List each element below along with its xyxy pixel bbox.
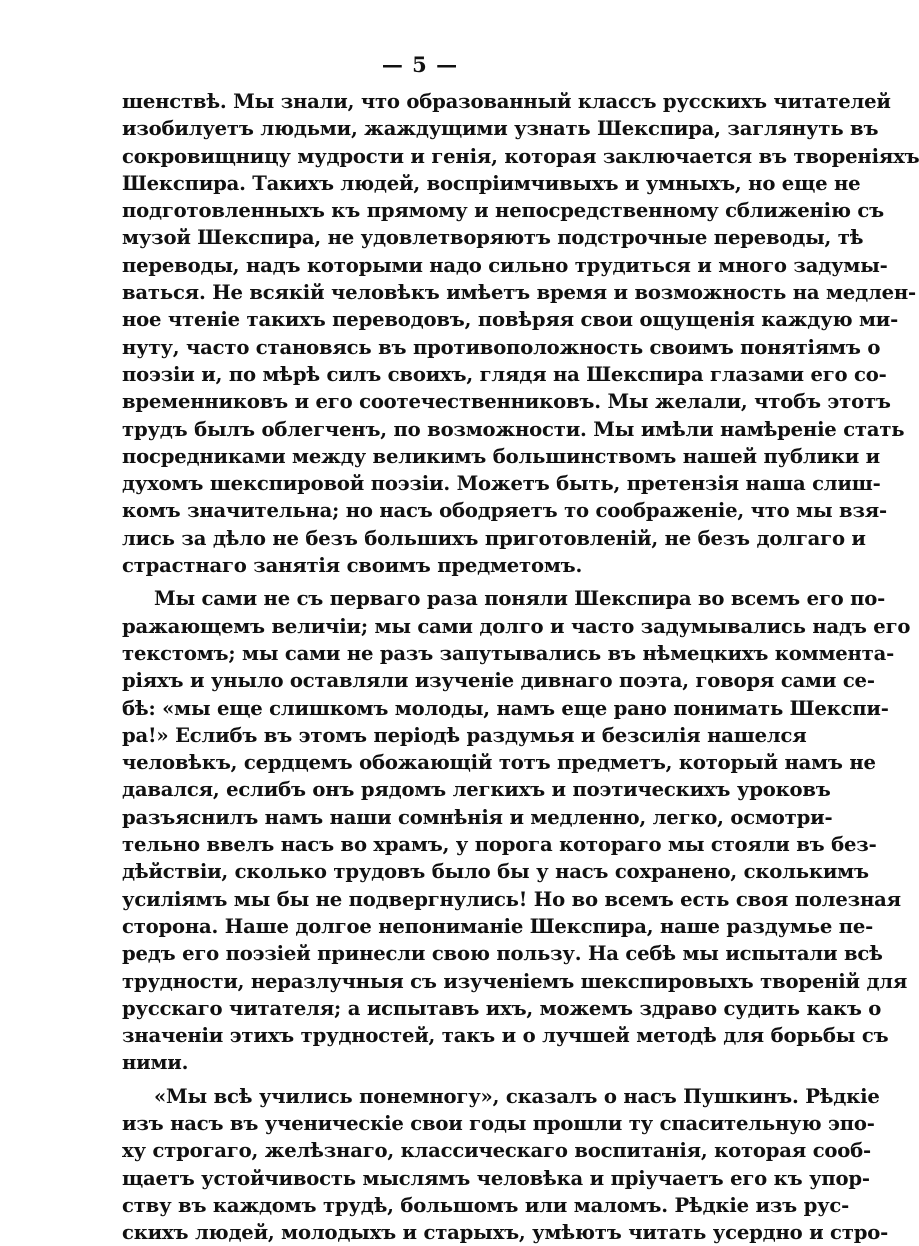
text-line: Шекспира. Такихъ людей, воспріимчивыхъ и умныхъ, но еще не — [122, 171, 861, 195]
text-line: сторона. Наше долгое непониманіе Шекспира, наше раздумье пе- — [122, 914, 874, 938]
text-line: разъяснилъ намъ наши сомнѣнія и медленно, легко, осмотри- — [122, 805, 833, 829]
text-line: тельно ввелъ насъ во храмъ, у порога котораго мы стояли въ без- — [122, 833, 877, 857]
text-line: «Мы всѣ учились понемногу», сказалъ о насъ Пушкинъ. Рѣдкіе — [154, 1084, 880, 1108]
text-line: щаетъ устойчивость мыслямъ человѣка и пріучаетъ его къ упор- — [122, 1166, 870, 1190]
text-line: комъ значительна; но насъ ободряетъ то соображеніе, что мы взя- — [122, 499, 887, 523]
text-line: трудъ былъ облегченъ, по возможности. Мы имѣли намѣреніе стать — [122, 417, 905, 441]
text-line: ріяхъ и уныло оставляли изученіе дивнаго поэта, говоря сами се- — [122, 669, 875, 693]
page-number: — 5 — — [381, 52, 459, 77]
text-line: ними. — [122, 1051, 189, 1075]
text-line: бѣ: «мы еще слишкомъ молоды, намъ еще рано понимать Шекспи- — [122, 696, 889, 720]
text-line: ству въ каждомъ трудѣ, большомъ или маломъ. Рѣдкіе изъ рус- — [122, 1193, 850, 1217]
text-line: изъ насъ въ ученическіе свои годы прошли ту спасительную эпо- — [122, 1111, 875, 1135]
text-line: трудности, неразлучныя съ изученіемъ шекспировыхъ твореній для — [122, 969, 908, 993]
text-line: изобилуетъ людьми, жаждущими узнать Шекспира, заглянуть въ — [122, 117, 879, 141]
text-line: ра!» Еслибъ въ этомъ періодѣ раздумья и безсилія нашелся — [122, 723, 807, 747]
text-line: посредниками между великимъ большинствомъ нашей публики и — [122, 444, 880, 468]
text-line: Мы сами не съ перваго раза поняли Шекспира во всемъ его по- — [154, 587, 886, 611]
text-line: значеніи этихъ трудностей, такъ и о лучшей методѣ для борьбы съ — [122, 1024, 889, 1048]
text-line: редъ его поэзіей принесли свою пользу. На себѣ мы испытали всѣ — [122, 942, 883, 966]
paragraph-3 — [122, 1083, 889, 1246]
text-line: ное чтеніе такихъ переводовъ, повѣряя свои ощущенія каждую ми- — [122, 308, 899, 332]
text-line: усиліямъ мы бы не подвергнулись! Но во всемъ есть своя полезная — [122, 887, 901, 911]
text-line: шенствѣ. Мы знали, что образованный классъ русскихъ читателей — [122, 90, 891, 113]
text-line: временниковъ и его соотечественниковъ. Мы желали, чтобъ этотъ — [122, 390, 891, 414]
text-line: духомъ шекспировой поэзіи. Можетъ быть, претензія наша слиш- — [122, 472, 881, 496]
text-line: лись за дѣло не безъ большихъ приготовленій, не безъ долгаго и — [122, 526, 866, 550]
text-line: давался, еслибъ онъ рядомъ легкихъ и поэтическихъ уроковъ — [122, 778, 831, 802]
text-line: ваться. Не всякій человѣкъ имѣетъ время и возможность на медлен- — [122, 281, 916, 305]
text-line: русскаго читателя; а испытавъ ихъ, можемъ здраво судить какъ о — [122, 996, 882, 1020]
text-line: ху строгаго, желѣзнаго, классическаго воспитанія, которая сооб- — [122, 1139, 871, 1163]
text-line: переводы, надъ которыми надо сильно трудиться и много задумы- — [122, 253, 888, 277]
paragraph-1 — [122, 88, 919, 579]
text-line: сокровищницу мудрости и генія, которая заключается въ твореніяхъ — [122, 144, 919, 168]
text-line: человѣкъ, сердцемъ обожающій тотъ предметъ, который намъ не — [122, 751, 876, 775]
body-text — [122, 88, 919, 1246]
paragraph-2 — [122, 585, 911, 1076]
text-line: дѣйствіи, сколько трудовъ было бы у насъ сохранено, сколькимъ — [122, 860, 869, 884]
text-line: нуту, часто становясь въ противоположность своимъ понятіямъ о — [122, 335, 881, 359]
text-line: поэзіи и, по мѣрѣ силъ своихъ, глядя на Шекспира глазами его со- — [122, 362, 887, 386]
text-line: страстнаго занятія своимъ предметомъ. — [122, 554, 583, 578]
text-line: музой Шекспира, не удовлетворяютъ подстрочные переводы, тѣ — [122, 226, 864, 250]
text-line: подготовленныхъ къ прямому и непосредственному сближенію съ — [122, 199, 884, 223]
text-line: текстомъ; мы сами не разъ запутывались въ нѣмецкихъ коммента- — [122, 641, 895, 665]
text-line: скихъ людей, молодыхъ и старыхъ, умѣютъ читать усердно и стро- — [122, 1221, 889, 1245]
text-line: ражающемъ величіи; мы сами долго и часто задумывались надъ его — [122, 614, 911, 638]
